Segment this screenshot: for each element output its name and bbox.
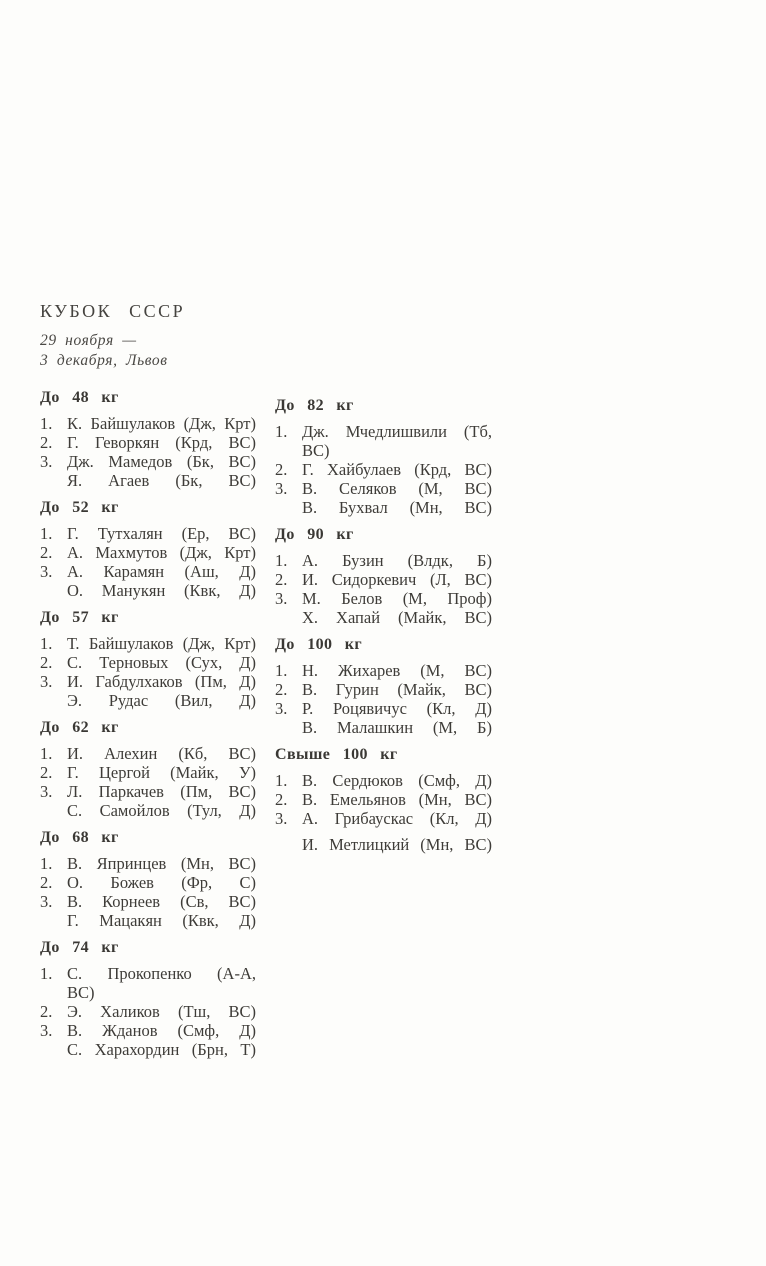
athlete-name-and-club: В. Малашкин (М, Б) (302, 718, 492, 737)
athlete-entry (275, 771, 492, 790)
athlete-entry (40, 543, 256, 562)
place-number (275, 498, 302, 517)
athlete-entry (275, 790, 492, 809)
athlete-name-and-club: Х. Хапай (Майк, ВС) (302, 608, 492, 627)
place-number: 3. (275, 589, 288, 608)
athlete-entry (40, 763, 256, 782)
athlete-entry (40, 854, 256, 873)
athlete-entry (275, 608, 492, 627)
athlete-entry (40, 873, 256, 892)
athlete-entry (40, 801, 256, 820)
page-title: КУБОК СССР (40, 301, 186, 321)
athlete-name-and-club: И. Алехин (Кб, ВС) (67, 744, 256, 763)
athlete-entry (40, 634, 256, 653)
athlete-name-and-club: М. Белов (М, Проф) (302, 589, 492, 608)
athlete-name-and-club: Г. Геворкян (Крд, ВС) (67, 433, 256, 452)
place-number: 1. (275, 551, 288, 570)
athlete-name-and-club: А. Карамян (Аш, Д) (67, 562, 256, 581)
place-number (40, 691, 67, 710)
event-dates (40, 331, 185, 370)
athlete-entry (275, 699, 492, 718)
place-number (40, 1040, 67, 1059)
athlete-entry (275, 479, 492, 498)
athlete-name-and-club: В. Корнеев (Св, ВС) (67, 892, 256, 911)
athlete-name-and-club: Э. Халиков (Тш, ВС) (67, 1002, 256, 1021)
athlete-name-and-club: Г. Хайбулаев (Крд, ВС) (302, 460, 492, 479)
place-number (275, 608, 302, 627)
athlete-entry (40, 911, 256, 930)
athlete-name-and-club: И. Габдулхаков (Пм, Д) (67, 672, 256, 691)
results-column-right (275, 388, 492, 862)
athlete-name-and-club: С. Прокопенко (А-А, ВС) (67, 964, 256, 1002)
athlete-name-and-club: О. Манукян (Квк, Д) (67, 581, 256, 600)
athlete-entry (40, 672, 256, 691)
athlete-name-and-club: В. Жданов (Смф, Д) (67, 1021, 256, 1040)
weight-class-section (40, 938, 256, 1059)
athlete-name-and-club: С. Харахордин (Брн, Т) (67, 1040, 256, 1059)
place-number: 1. (40, 524, 53, 543)
athlete-entry (40, 581, 256, 600)
place-number (275, 835, 302, 854)
weight-class-heading: До 90 кг (275, 526, 354, 543)
athlete-entry (40, 653, 256, 672)
weight-class-heading: Свыше 100 кг (275, 746, 398, 763)
place-number: 3. (40, 562, 53, 581)
athlete-entry (40, 964, 256, 1002)
place-number: 1. (275, 771, 288, 790)
athlete-entry (275, 835, 492, 854)
athlete-name-and-club: Э. Рудас (Вил, Д) (67, 691, 256, 710)
athlete-entry (275, 498, 492, 517)
athlete-name-and-club: Я. Агаев (Бк, ВС) (67, 471, 256, 490)
place-number: 1. (40, 634, 53, 653)
place-number: 3. (40, 672, 53, 691)
weight-class-heading: До 52 кг (40, 499, 119, 516)
athlete-name-and-club: Т. Байшулаков (Дж, Крт) (67, 634, 256, 653)
athlete-entry (40, 892, 256, 911)
athlete-name-and-club: В. Емельянов (Мн, ВС) (302, 790, 492, 809)
place-number: 2. (40, 763, 53, 782)
place-number: 2. (40, 543, 53, 562)
athlete-name-and-club: Г. Мацакян (Квк, Д) (67, 911, 256, 930)
weight-class-section (40, 608, 256, 710)
athlete-entry (275, 422, 492, 460)
weight-class-section (40, 498, 256, 600)
event-date-line-1: 29 ноября — (40, 332, 137, 349)
place-number (40, 471, 67, 490)
place-number: 3. (275, 699, 288, 718)
place-number: 2. (40, 653, 53, 672)
athlete-name-and-club: С. Терновых (Сух, Д) (67, 653, 256, 672)
document-header (40, 301, 185, 370)
weight-class-section (275, 745, 492, 854)
weight-class-heading: До 68 кг (40, 829, 119, 846)
athlete-name-and-club: Н. Жихарев (М, ВС) (302, 661, 492, 680)
athlete-name-and-club: Г. Тутхалян (Ер, ВС) (67, 524, 256, 543)
athlete-entry (40, 524, 256, 543)
athlete-name-and-club: Р. Роцявичус (Кл, Д) (302, 699, 492, 718)
athlete-name-and-club: А. Бузин (Влдк, Б) (302, 551, 492, 570)
athlete-name-and-club: И. Метлицкий (Мн, ВС) (302, 835, 492, 854)
athlete-name-and-club: В. Япринцев (Мн, ВС) (67, 854, 256, 873)
place-number: 3. (275, 809, 288, 828)
weight-class-heading: До 57 кг (40, 609, 119, 626)
place-number: 3. (40, 1021, 53, 1040)
athlete-name-and-club: А. Махмутов (Дж, Крт) (67, 543, 256, 562)
weight-class-section (40, 828, 256, 930)
athlete-entry (275, 589, 492, 608)
athlete-entry (40, 744, 256, 763)
results-column-left (40, 388, 256, 1067)
place-number: 3. (275, 479, 288, 498)
athlete-name-and-club: Л. Паркачев (Пм, ВС) (67, 782, 256, 801)
athlete-entry (275, 570, 492, 589)
athlete-entry (40, 562, 256, 581)
athlete-name-and-club: О. Божев (Фр, С) (67, 873, 256, 892)
weight-class-section (275, 525, 492, 627)
athlete-name-and-club: Г. Цергой (Майк, У) (67, 763, 256, 782)
athlete-entry (275, 661, 492, 680)
weight-class-section (275, 635, 492, 737)
place-number: 1. (275, 661, 288, 680)
place-number (40, 801, 67, 820)
place-number: 2. (40, 1002, 53, 1021)
results-columns (40, 388, 492, 1067)
weight-class-heading: До 48 кг (40, 389, 119, 406)
athlete-name-and-club: В. Сердюков (Смф, Д) (302, 771, 492, 790)
place-number: 3. (40, 892, 53, 911)
weight-class-section (40, 718, 256, 820)
place-number: 1. (275, 422, 288, 441)
athlete-entry (275, 718, 492, 737)
athlete-name-and-club: В. Бухвал (Мн, ВС) (302, 498, 492, 517)
place-number: 2. (40, 873, 53, 892)
place-number: 2. (275, 790, 288, 809)
athlete-entry (275, 680, 492, 699)
place-number: 1. (40, 964, 53, 983)
athlete-name-and-club: К. Байшулаков (Дж, Крт) (67, 414, 256, 433)
place-number: 1. (40, 744, 53, 763)
athlete-name-and-club: Дж. Мамедов (Бк, ВС) (67, 452, 256, 471)
place-number (40, 911, 67, 930)
athlete-name-and-club: Дж. Мчедлишвили (Тб, ВС) (302, 422, 492, 460)
athlete-entry (275, 460, 492, 479)
athlete-entry (40, 414, 256, 433)
place-number (275, 718, 302, 737)
place-number (40, 581, 67, 600)
weight-class-heading: До 74 кг (40, 939, 119, 956)
place-number: 1. (40, 854, 53, 873)
place-number: 2. (275, 570, 288, 589)
place-number: 1. (40, 414, 53, 433)
athlete-entry (275, 551, 492, 570)
weight-class-heading: До 82 кг (275, 397, 354, 414)
athlete-name-and-club: И. Сидоркевич (Л, ВС) (302, 570, 492, 589)
athlete-entry (40, 1040, 256, 1059)
athlete-entry (40, 691, 256, 710)
place-number: 2. (40, 433, 53, 452)
event-date-line-2: 3 декабря, Львов (40, 351, 168, 369)
athlete-name-and-club: С. Самойлов (Тул, Д) (67, 801, 256, 820)
place-number: 2. (275, 680, 288, 699)
athlete-name-and-club: В. Селяков (М, ВС) (302, 479, 492, 498)
weight-class-heading: До 100 кг (275, 636, 363, 653)
athlete-entry (40, 452, 256, 471)
athlete-name-and-club: В. Гурин (Майк, ВС) (302, 680, 492, 699)
athlete-name-and-club: А. Грибаускас (Кл, Д) (302, 809, 492, 828)
place-number: 3. (40, 452, 53, 471)
place-number: 3. (40, 782, 53, 801)
athlete-entry (40, 1002, 256, 1021)
athlete-entry (40, 782, 256, 801)
weight-class-section (40, 388, 256, 490)
weight-class-heading: До 62 кг (40, 719, 119, 736)
athlete-entry (40, 471, 256, 490)
athlete-entry (275, 809, 492, 828)
athlete-entry (40, 433, 256, 452)
athlete-entry (40, 1021, 256, 1040)
place-number: 2. (275, 460, 288, 479)
weight-class-section (275, 396, 492, 517)
